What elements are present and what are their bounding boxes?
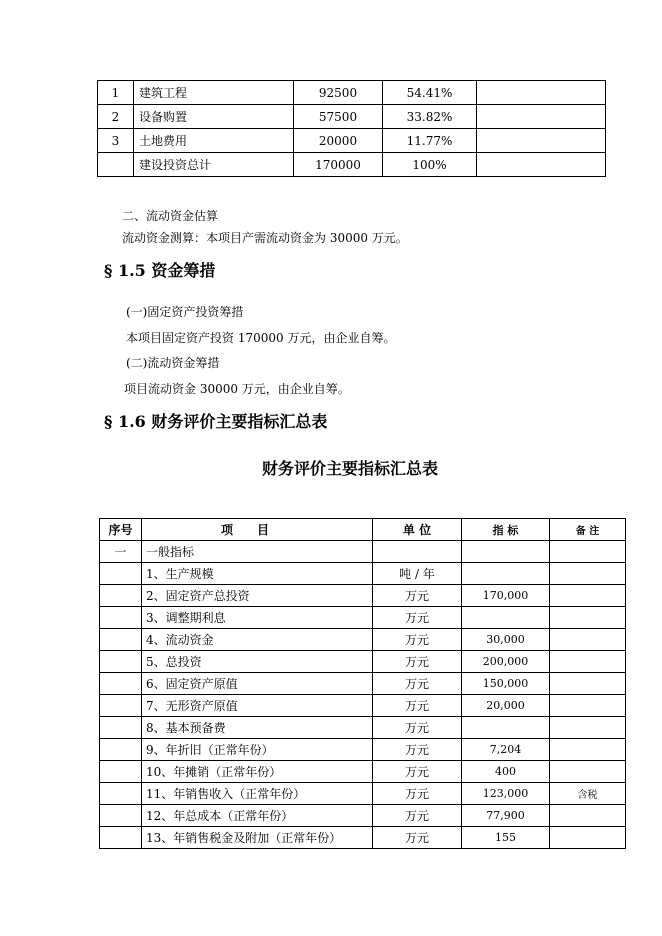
indicator-name: 10、年摊销（正常年份）	[142, 761, 373, 783]
share-percent: 33.82%	[383, 105, 477, 129]
unit: 万元	[373, 607, 462, 629]
working-capital-funding-text: 项目流动资金 30000 万元，由企业自筹。	[124, 382, 350, 396]
amount: 20000	[294, 129, 383, 153]
working-capital-subtitle: 二、流动资金估算	[122, 209, 219, 223]
item-name: 建筑工程	[134, 81, 294, 105]
serial-number	[100, 585, 142, 607]
unit: 吨 / 年	[373, 563, 462, 585]
remark	[550, 739, 626, 761]
unit: 万元	[373, 739, 462, 761]
serial-number	[100, 629, 142, 651]
summary-row	[100, 827, 626, 849]
remark	[550, 541, 626, 563]
investment-row	[98, 129, 606, 153]
indicator-value	[462, 717, 550, 739]
unit: 万元	[373, 783, 462, 805]
indicator-value: 150,000	[462, 673, 550, 695]
remark: 含税	[550, 783, 626, 805]
summary-row	[100, 541, 626, 563]
remark	[550, 563, 626, 585]
summary-row	[100, 761, 626, 783]
unit: 万元	[373, 673, 462, 695]
unit: 万元	[373, 761, 462, 783]
remark	[550, 805, 626, 827]
indicator-name: 3、调整期利息	[142, 607, 373, 629]
fixed-investment-subtitle: (一)固定资产投资筹措	[126, 305, 244, 319]
indicator-name: 2、固定资产总投资	[142, 585, 373, 607]
summary-row	[100, 805, 626, 827]
amount: 92500	[294, 81, 383, 105]
row-number	[98, 153, 134, 177]
indicator-name: 4、流动资金	[142, 629, 373, 651]
remark	[550, 585, 626, 607]
amount: 57500	[294, 105, 383, 129]
unit: 万元	[373, 827, 462, 849]
share-percent: 100%	[383, 153, 477, 177]
indicator-name: 11、年销售收入（正常年份）	[142, 783, 373, 805]
remark	[550, 717, 626, 739]
summary-row	[100, 717, 626, 739]
remark	[550, 607, 626, 629]
serial-number	[100, 607, 142, 629]
indicator-name: 8、基本预备费	[142, 717, 373, 739]
unit: 万元	[373, 629, 462, 651]
serial-number	[100, 827, 142, 849]
serial-number: 一	[100, 541, 142, 563]
indicator-value: 7,204	[462, 739, 550, 761]
note	[477, 81, 606, 105]
indicator-value: 170,000	[462, 585, 550, 607]
indicator-name: 12、年总成本（正常年份）	[142, 805, 373, 827]
serial-number	[100, 563, 142, 585]
investment-row	[98, 153, 606, 177]
indicator-value: 200,000	[462, 651, 550, 673]
summary-row	[100, 563, 626, 585]
note	[477, 129, 606, 153]
summary-row	[100, 585, 626, 607]
header-note: 备 注	[550, 519, 626, 541]
unit	[373, 541, 462, 563]
serial-number	[100, 651, 142, 673]
working-capital-funding-subtitle: (二)流动资金筹措	[126, 356, 220, 370]
summary-row	[100, 673, 626, 695]
amount: 170000	[294, 153, 383, 177]
working-capital-text: 流动资金测算：本项目产需流动资金为 30000 万元。	[122, 231, 408, 245]
summary-row	[100, 783, 626, 805]
summary-table-header-row	[100, 519, 626, 541]
indicator-value: 400	[462, 761, 550, 783]
summary-row	[100, 739, 626, 761]
serial-number	[100, 783, 142, 805]
summary-table-title: 财务评价主要指标汇总表	[262, 459, 439, 478]
header-item: 项目	[142, 519, 373, 541]
indicator-value: 77,900	[462, 805, 550, 827]
remark	[550, 761, 626, 783]
indicator-value	[462, 541, 550, 563]
serial-number	[100, 739, 142, 761]
summary-row	[100, 607, 626, 629]
header-value: 指 标	[462, 519, 550, 541]
header-unit: 单 位	[373, 519, 462, 541]
indicator-name: 一般指标	[142, 541, 373, 563]
summary-table	[99, 518, 626, 849]
item-name: 土地费用	[134, 129, 294, 153]
share-percent: 54.41%	[383, 81, 477, 105]
indicator-name: 5、总投资	[142, 651, 373, 673]
serial-number	[100, 761, 142, 783]
indicator-value: 155	[462, 827, 550, 849]
remark	[550, 827, 626, 849]
remark	[550, 695, 626, 717]
remark	[550, 673, 626, 695]
summary-row	[100, 695, 626, 717]
unit: 万元	[373, 585, 462, 607]
indicator-name: 9、年折旧（正常年份）	[142, 739, 373, 761]
remark	[550, 651, 626, 673]
indicator-value	[462, 563, 550, 585]
section-1-6-heading: § 1.6 财务评价主要指标汇总表	[104, 412, 328, 431]
summary-row	[100, 629, 626, 651]
indicator-value: 30,000	[462, 629, 550, 651]
note	[477, 105, 606, 129]
serial-number	[100, 673, 142, 695]
fixed-investment-text: 本项目固定资产投资 170000 万元，由企业自筹。	[126, 331, 396, 345]
header-no: 序号	[100, 519, 142, 541]
remark	[550, 629, 626, 651]
indicator-name: 7、无形资产原值	[142, 695, 373, 717]
indicator-value	[462, 607, 550, 629]
indicator-name: 1、生产规模	[142, 563, 373, 585]
summary-row	[100, 651, 626, 673]
section-1-5-heading: § 1.5 资金筹措	[104, 261, 216, 280]
serial-number	[100, 805, 142, 827]
share-percent: 11.77%	[383, 129, 477, 153]
unit: 万元	[373, 805, 462, 827]
row-number: 2	[98, 105, 134, 129]
investment-row	[98, 81, 606, 105]
serial-number	[100, 695, 142, 717]
note	[477, 153, 606, 177]
item-name: 设备购置	[134, 105, 294, 129]
unit: 万元	[373, 695, 462, 717]
row-number: 3	[98, 129, 134, 153]
indicator-value: 20,000	[462, 695, 550, 717]
item-name: 建设投资总计	[134, 153, 294, 177]
indicator-name: 13、年销售税金及附加（正常年份）	[142, 827, 373, 849]
investment-table	[97, 80, 606, 177]
investment-row	[98, 105, 606, 129]
unit: 万元	[373, 651, 462, 673]
indicator-name: 6、固定资产原值	[142, 673, 373, 695]
unit: 万元	[373, 717, 462, 739]
indicator-value: 123,000	[462, 783, 550, 805]
row-number: 1	[98, 81, 134, 105]
serial-number	[100, 717, 142, 739]
